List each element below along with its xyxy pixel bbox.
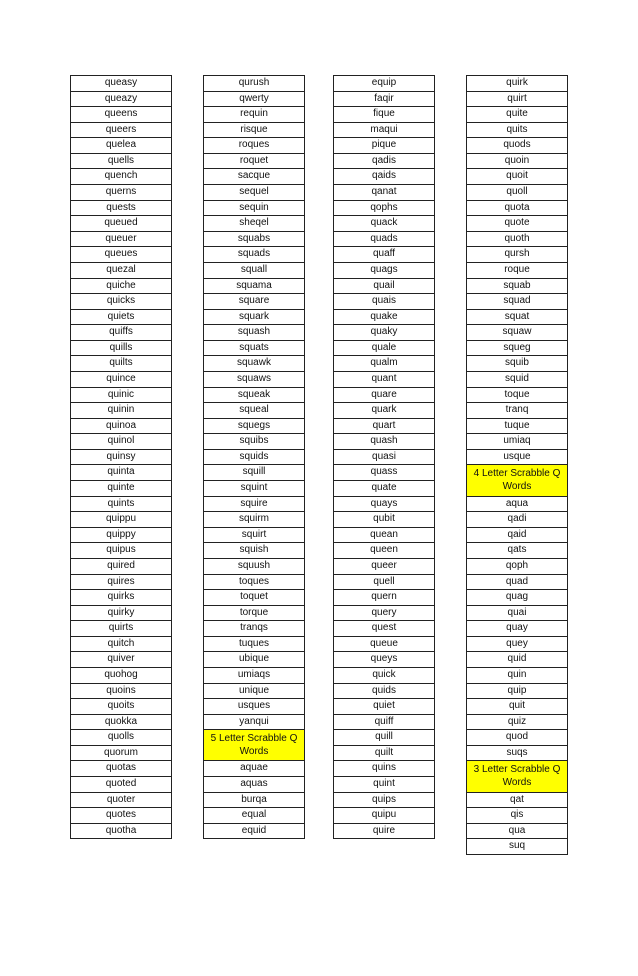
word-cell: quid [467,652,567,668]
word-cell: tranqs [204,621,304,637]
word-cell: quit [467,699,567,715]
word-cell: squama [204,279,304,295]
word-cell: squish [204,543,304,559]
word-cell: yanqui [204,715,304,731]
word-cell: quods [467,138,567,154]
word-cell: quires [71,575,171,591]
word-cell: queue [334,637,434,653]
word-cell: quake [334,310,434,326]
word-cell: queues [71,247,171,263]
word-cell: sequel [204,185,304,201]
word-cell: quinin [71,403,171,419]
word-cell: qaids [334,169,434,185]
word-cell: quean [334,528,434,544]
word-cell: quelea [71,138,171,154]
word-cell: quip [467,684,567,700]
word-cell: quippu [71,512,171,528]
word-cell: squeal [204,403,304,419]
word-cell: quoits [71,699,171,715]
word-cell: squill [204,465,304,481]
word-cell: squibs [204,434,304,450]
word-cell: equip [334,76,434,92]
word-cell: squeak [204,388,304,404]
word-cell: quoit [467,169,567,185]
word-cell: torque [204,606,304,622]
word-cell: quince [71,372,171,388]
word-cell: squib [467,356,567,372]
word-cell: quiets [71,310,171,326]
word-cell: quire [334,824,434,840]
word-cell: quant [334,372,434,388]
word-cell: suqs [467,746,567,762]
word-cell: quod [467,730,567,746]
word-cell: quay [467,621,567,637]
word-cell: equal [204,808,304,824]
word-cell: quai [467,606,567,622]
word-cell: quite [467,107,567,123]
word-cell: suq [467,839,567,855]
word-cell: qualm [334,356,434,372]
word-column-3 [333,75,435,839]
word-cell: quinic [71,388,171,404]
word-cell: quirk [467,76,567,92]
word-cell: faqir [334,92,434,108]
word-cell: quags [334,263,434,279]
word-cell: usques [204,699,304,715]
word-cell: qua [467,824,567,840]
word-cell: qadis [334,154,434,170]
word-cell: sacque [204,169,304,185]
word-cell: quasi [334,450,434,466]
word-cell: quinsy [71,450,171,466]
word-cell: quells [71,154,171,170]
word-cell: sheqel [204,216,304,232]
word-cell: quolls [71,730,171,746]
word-cell: query [334,606,434,622]
word-cell: requin [204,107,304,123]
word-cell: squids [204,450,304,466]
word-cell: equid [204,824,304,840]
word-cell: qats [467,543,567,559]
word-cell: quinol [71,434,171,450]
word-cell: quad [467,575,567,591]
word-cell: quays [334,497,434,513]
word-cell: quoted [71,777,171,793]
word-cell: quote [467,216,567,232]
word-cell: toquet [204,590,304,606]
word-cell: quirts [71,621,171,637]
word-cell: quins [334,761,434,777]
word-cell: quipus [71,543,171,559]
word-cell: quoth [467,232,567,248]
word-cell: queys [334,652,434,668]
word-cell: qis [467,808,567,824]
word-cell: quoin [467,154,567,170]
word-cell: roque [467,263,567,279]
word-cell: squad [467,294,567,310]
word-cell: qoph [467,559,567,575]
word-cell: quills [71,341,171,357]
word-cell: quill [334,730,434,746]
word-cell: quinoa [71,419,171,435]
word-cell: queens [71,107,171,123]
word-cell: quezal [71,263,171,279]
word-cell: queued [71,216,171,232]
word-column-4 [466,75,568,855]
word-cell: quirks [71,590,171,606]
word-cell: quotas [71,761,171,777]
word-cell: squat [467,310,567,326]
word-cell: quiz [467,715,567,731]
word-cell: quotes [71,808,171,824]
word-cell: quest [334,621,434,637]
word-cell: quoins [71,684,171,700]
word-cell: squaw [467,325,567,341]
section-header: 4 Letter Scrabble Q Words [467,465,567,496]
section-header: 3 Letter Scrabble Q Words [467,761,567,792]
word-cell: tuques [204,637,304,653]
word-cell: quare [334,388,434,404]
word-cell: burqa [204,793,304,809]
word-cell: squabs [204,232,304,248]
word-cell: squall [204,263,304,279]
word-cell: quale [334,341,434,357]
word-cell: quiche [71,279,171,295]
word-cell: quass [334,465,434,481]
word-cell: quoter [71,793,171,809]
word-cell: qat [467,793,567,809]
word-cell: squire [204,497,304,513]
word-cell: queasy [71,76,171,92]
word-cell: quads [334,232,434,248]
word-cell: quail [334,279,434,295]
word-cell: qwerty [204,92,304,108]
word-cell: queazy [71,92,171,108]
word-cell: quirky [71,606,171,622]
word-cell: qubit [334,512,434,528]
word-cell: squaws [204,372,304,388]
word-cell: umiaqs [204,668,304,684]
word-cell: qaid [467,528,567,544]
word-cell: toques [204,575,304,591]
word-column-1 [70,75,172,839]
word-cell: quell [334,575,434,591]
word-cell: squads [204,247,304,263]
word-cell: squark [204,310,304,326]
word-cell: quipu [334,808,434,824]
word-cell: tuque [467,419,567,435]
word-cell: aquae [204,761,304,777]
word-cell: quash [334,434,434,450]
word-cell: quota [467,201,567,217]
word-cell: maqui [334,123,434,139]
word-cell: pique [334,138,434,154]
section-header: 5 Letter Scrabble Q Words [204,730,304,761]
word-cell: quag [467,590,567,606]
word-cell: squirm [204,512,304,528]
word-cell: squab [467,279,567,295]
word-cell: roques [204,138,304,154]
word-cell: squid [467,372,567,388]
word-cell: sequin [204,201,304,217]
word-cell: fique [334,107,434,123]
word-cell: qurush [204,76,304,92]
word-cell: quirt [467,92,567,108]
word-cell: quate [334,481,434,497]
word-cell: quired [71,559,171,575]
word-cell: quests [71,201,171,217]
word-cell: squirt [204,528,304,544]
word-cell: risque [204,123,304,139]
word-cell: umiaq [467,434,567,450]
word-cell: squush [204,559,304,575]
word-cell: quitch [71,637,171,653]
word-cell: quiffs [71,325,171,341]
word-cell: squint [204,481,304,497]
word-cell: quiet [334,699,434,715]
word-cell: usque [467,450,567,466]
word-cell: quorum [71,746,171,762]
word-cell: quinte [71,481,171,497]
word-cell: qophs [334,201,434,217]
word-cell: quints [71,497,171,513]
word-cell: ubique [204,652,304,668]
word-column-2 [203,75,305,839]
word-cell: quits [467,123,567,139]
word-cell: quiver [71,652,171,668]
word-cell: quench [71,169,171,185]
word-cell: quin [467,668,567,684]
word-cell: quiff [334,715,434,731]
word-cell: qanat [334,185,434,201]
word-cell: quey [467,637,567,653]
word-cell: queen [334,543,434,559]
word-cell: quotha [71,824,171,840]
word-cell: quicks [71,294,171,310]
word-cell: qursh [467,247,567,263]
word-cell: roquet [204,154,304,170]
word-cell: quinta [71,465,171,481]
word-cell: quaff [334,247,434,263]
word-cell: squash [204,325,304,341]
word-cell: queer [334,559,434,575]
word-cell: quaky [334,325,434,341]
word-cell: toque [467,388,567,404]
word-cell: quips [334,793,434,809]
word-cell: quilts [71,356,171,372]
word-cell: quack [334,216,434,232]
word-cell: quais [334,294,434,310]
word-cell: aquas [204,777,304,793]
word-cell: tranq [467,403,567,419]
word-cell: quilt [334,746,434,762]
word-cell: squats [204,341,304,357]
word-cell: queers [71,123,171,139]
word-cell: square [204,294,304,310]
word-cell: qadi [467,512,567,528]
word-cell: queuer [71,232,171,248]
word-cell: quoll [467,185,567,201]
word-cell: quark [334,403,434,419]
word-cell: quids [334,684,434,700]
word-cell: quick [334,668,434,684]
word-cell: aqua [467,497,567,513]
word-cell: quern [334,590,434,606]
word-cell: unique [204,684,304,700]
word-cell: squawk [204,356,304,372]
word-cell: quart [334,419,434,435]
word-cell: quint [334,777,434,793]
word-cell: squegs [204,419,304,435]
word-cell: quohog [71,668,171,684]
word-cell: squeg [467,341,567,357]
word-cell: quippy [71,528,171,544]
word-cell: querns [71,185,171,201]
word-cell: quokka [71,715,171,731]
